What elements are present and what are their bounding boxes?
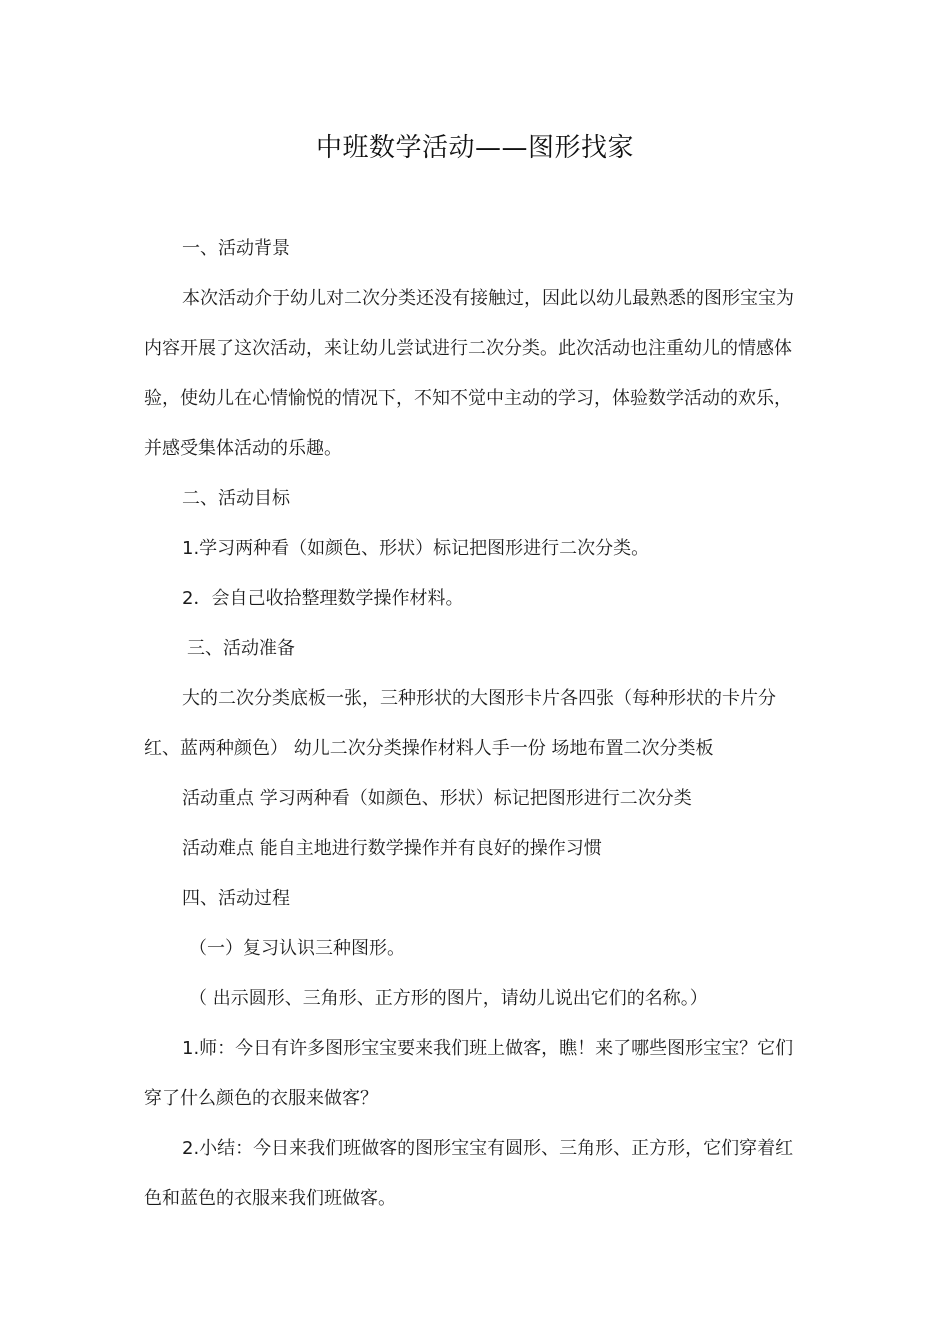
page-title: 中班数学活动——图形找家 [315, 133, 634, 163]
goal-item-1: 1.学习两种看（如颜色、形状）标记把图形进行二次分类。 [182, 538, 650, 559]
section-heading-preparation: 三、活动准备 [187, 638, 295, 659]
background-paragraph: 本次活动介于幼儿对二次分类还没有接触过，因此以幼儿最熟悉的图形宝宝为内容开展了这次活动，来让幼儿尝试进行二次分类。此次活动也注重幼儿的情感体验，使幼儿在心情愉悦的情况下，不知不觉中主动的学习，体验数学活动的欢乐，并感受集体活动的乐趣。 [144, 288, 794, 459]
process-subheading-1: （一）复习认识三种图形。 [189, 938, 405, 959]
process-note: （ 出示圆形、三角形、正方形的图片，请幼儿说出它们的名称。） [189, 988, 708, 1009]
section-heading-background: 一、活动背景 [182, 238, 290, 259]
section-heading-process: 四、活动过程 [182, 888, 290, 909]
document-body [144, 224, 806, 1224]
process-step-2: 2.小结：今日来我们班做客的图形宝宝有圆形、三角形、正方形，它们穿着红色和蓝色的衣服来我们班做客。 [144, 1138, 794, 1209]
section-heading-goals: 二、活动目标 [182, 488, 290, 509]
preparation-paragraph: 大的二次分类底板一张，三种形状的大图形卡片各四张（每种形状的卡片分红、蓝两种颜色） 幼儿二次分类操作材料人手一份 场地布置二次分类板 [144, 688, 776, 759]
difficulty-line: 活动难点 能自主地进行数学操作并有良好的操作习惯 [182, 838, 602, 859]
goal-item-2: 2．会自己收拾整理数学操作材料。 [182, 588, 464, 609]
key-point-line: 活动重点 学习两种看（如颜色、形状）标记把图形进行二次分类 [182, 788, 692, 809]
process-step-1: 1.师：今日有许多图形宝宝要来我们班上做客，瞧！来了哪些图形宝宝？它们穿了什么颜色的衣服来做客？ [144, 1038, 794, 1109]
